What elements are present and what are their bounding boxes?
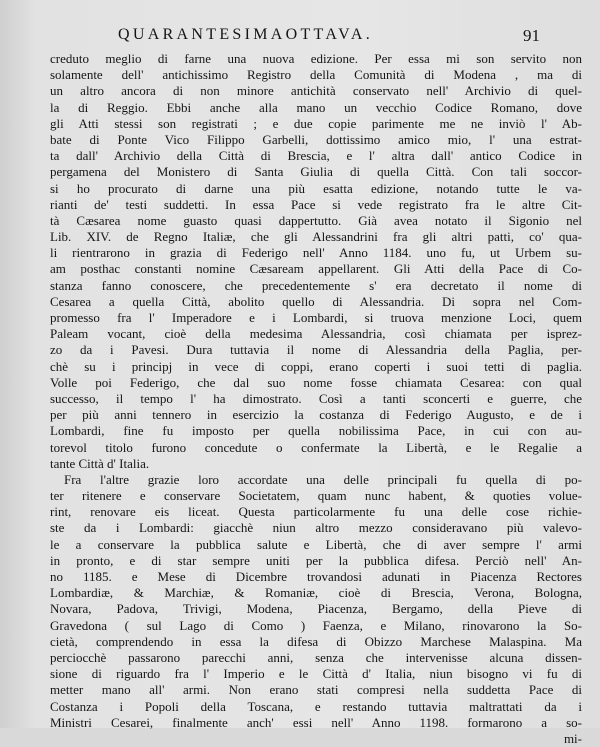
catchword: mi- <box>563 730 582 746</box>
body-text <box>50 51 582 747</box>
page-header <box>118 26 538 48</box>
text-line: rint, renovare eis liceat. Questa particolarmente fu una delle cose richie- <box>50 504 582 520</box>
text-line: si ho procurato di darne una più esatta edizione, notando tutte le va- <box>50 180 582 196</box>
text-line: creduto meglio di farne una nuova edizione. Per essa mi son servito non <box>50 51 582 66</box>
text-line: ta dall' Archivio della Città di Brescia, e l' altra dall' antico Codice in <box>50 148 582 164</box>
text-line: tante Città d' Italia. <box>50 455 150 471</box>
text-line: Lombardi, fine fu imposto per quella nobilissima Pace, in cui con au- <box>50 423 582 439</box>
text-line: torevol titolo furono concedute o confermate la Libertà, e le Regalie a <box>50 439 582 455</box>
text-line: ste da i Lombardi: giacchè niun altro mezzo consideravano più valevo- <box>50 520 582 536</box>
text-line: bate di Ponte Vico Filippo Garbelli, dottissimo amico mio, l' una estrat- <box>50 131 582 147</box>
text-line: Novara, Padova, Trivigi, Modena, Piacenza, Bergamo, della Pieve di <box>50 601 582 617</box>
text-line: pergamena del Monistero di Santa Giulia di quella Città. Con tali soccor- <box>50 164 582 180</box>
text-line: Gravedona ( sul Lago di Como ) Faenza, e Milano, rinovarono la So- <box>50 617 582 633</box>
running-head: QUARANTESIMAOTTAVA. <box>118 26 374 43</box>
text-line: am posthac constanti nomine Cæsaream appellarent. Gli Atti della Pace di Co- <box>50 261 582 277</box>
text-line: sione di riguardo fra l' Imperio e le Città d' Italia, niun bisogno vi fu di <box>50 666 582 682</box>
text-line: tà Cæsarea nome guasto quasi dappertutto. Già avea notato il Sigonio nel <box>50 212 582 228</box>
text-line: promesso fra l' Imperadore e i Lombardi, si truova menzione Loci, quem <box>50 310 582 325</box>
text-line: la di Reggio. Ebbi anche alla mano un vecchio Codice Romano, dove <box>50 99 582 115</box>
text-line: Ministri Cesarei, finalmente anch' essi nell' Anno 1198. formarono a so- <box>50 714 582 730</box>
text-line: Cesarea a quella Città, abolito quello di Alessandria. Di sopra nel Com- <box>50 293 582 309</box>
text-line: Lombardiæ, & Marchiæ, & Romaniæ, cioè di Brescia, Verona, Bologna, <box>50 585 582 601</box>
text-line: zo da i Pavesi. Dura tuttavia il nome di Alessandria della Paglia, per- <box>50 342 582 358</box>
text-line: li rientrarono in grazia di Federigo nell' Anno 1184. uno fu, ut Urbem su- <box>50 245 582 261</box>
text-line: le a conservare la pubblica salute e Libertà, che di aver sempre l' armi <box>50 536 582 552</box>
text-line: gli Atti stessi son registrati ; e due copie parimente me ne inviò l' Ab- <box>50 115 582 131</box>
text-line: un altro ancora di non minore antichità conservato nell' Archivio di quel- <box>50 83 582 99</box>
text-line: perciocchè passarono parecchi anni, senza che intervenisse alcuna dissen- <box>50 649 582 665</box>
text-line: successo, il tempo l' ha dimostrato. Così a tanti sconcerti e guerre, che <box>50 390 582 406</box>
text-line: Volle poi Federigo, che dal suo nome fosse chiamata Cesarea: con qual <box>50 374 582 390</box>
text-line: chè su i principj in vece di coppi, erano coperti i suoi tetti di paglia. <box>50 358 582 374</box>
text-line: Lib. XIV. de Regno Italiæ, che gli Alessandrini fra gli altri patti, co' qua- <box>50 229 582 245</box>
text-line: no 1185. e Mese di Dicembre trovandosi adunati in Piacenza Rectores <box>50 569 582 584</box>
text-line: stanza fanno conoscere, che precedentemente s' era decretato il nome di <box>50 277 582 293</box>
text-line: Fra l'altre grazie loro accordate una delle principali fu quella di po- <box>64 471 582 487</box>
text-line: ter ritenere e conservare Societatem, quam nunc habent, & quoties volue- <box>50 488 582 504</box>
text-line: metter mano all' armi. Non erano stati compresi nella suddetta Pace di <box>50 682 582 698</box>
text-line: Paleam vocant, cioè della medesima Alessandria, così chiamata per isprez- <box>50 326 582 342</box>
text-line: Costanza i Popoli della Toscana, e restando tuttavia maltrattati da i <box>50 698 582 714</box>
text-line: per più anni tennero in esercizio la costanza di Federigo Augusto, e de i <box>50 407 582 423</box>
text-line: cietà, comprendendo in essa la difesa di Obizzo Marchese Malaspina. Ma <box>50 633 582 649</box>
page-number: 91 <box>523 26 540 45</box>
text-line: solamente dell' antichissimo Registro della Comunità di Modena , ma di <box>50 67 582 83</box>
text-line: rianti de' testi suddetti. In essa Pace si vede registrato fra le altre Cit- <box>50 196 582 212</box>
text-line: in pronto, e di star sempre uniti per la pubblica difesa. Perciò nell' An- <box>50 552 582 568</box>
